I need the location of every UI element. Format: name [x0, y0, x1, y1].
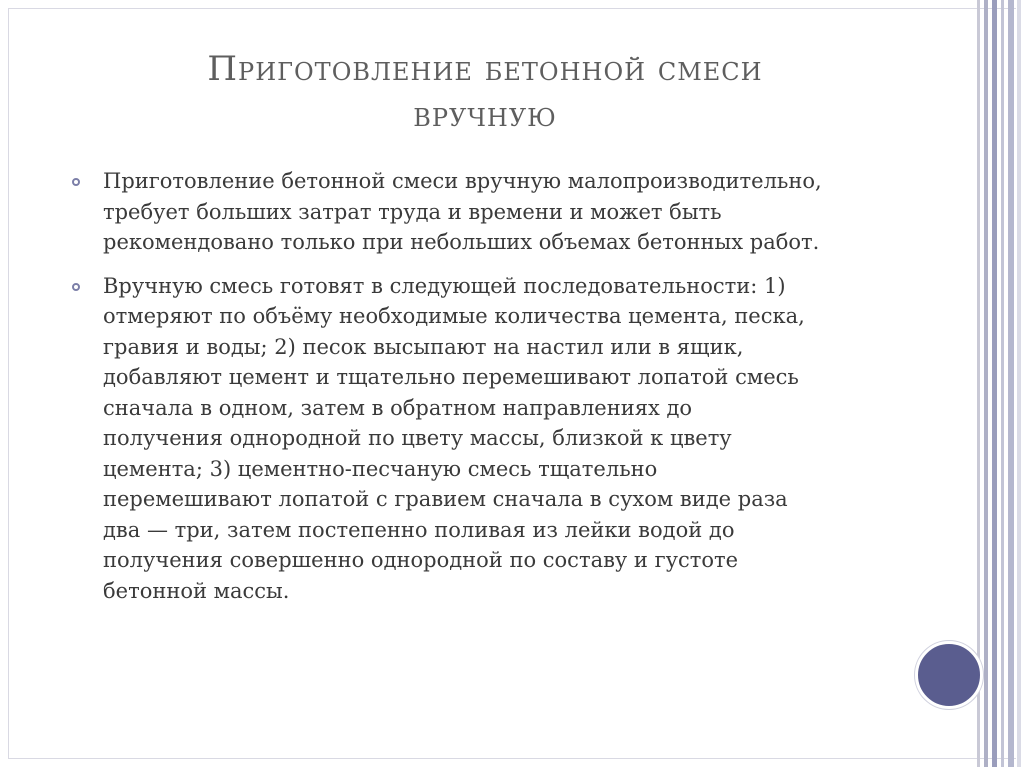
- text-line: рекомендовано только при небольших объемах бетонных работ.: [103, 230, 820, 254]
- decorative-bar: [1008, 0, 1014, 767]
- bullet-text: [103, 166, 902, 258]
- text-line: Вручную смесь готовят в следующей последовательности: 1): [103, 273, 786, 298]
- bullet-item: [72, 166, 902, 258]
- text-line: бетонной массы.: [103, 578, 290, 603]
- decorative-bar: [1017, 0, 1021, 767]
- text-line: добавляют цемент и тщательно перемешивают лопатой смесь: [103, 365, 799, 389]
- ring-bullet-icon: [72, 178, 80, 186]
- text-line: требует больших затрат труда и времени и может быть: [103, 199, 722, 224]
- text-line: цемента; 3) цементно-песчаную смесь тщательно: [103, 456, 658, 481]
- text-line: гравия и воды; 2) песок высыпают на настил или в ящик,: [103, 334, 744, 359]
- text-line: Приготовление бетонной смеси вручную малопроизводительно,: [103, 169, 822, 193]
- ring-bullet-icon: [72, 283, 80, 291]
- bullet-list: [72, 166, 902, 619]
- text-line: получения совершенно однородной по составу и густоте: [103, 548, 739, 572]
- bullet-item: [72, 271, 902, 607]
- slide-title-line: Приготовление бетонной смеси: [207, 49, 763, 89]
- text-line: два — три, затем постепенно поливая из лейки водой до: [103, 517, 735, 542]
- text-line: сначала в одном, затем в обратном направлениях до: [103, 395, 693, 420]
- decorative-bar: [984, 0, 988, 767]
- slide-title: [110, 46, 860, 138]
- text-line: получения однородной по цвету массы, близкой к цвету: [103, 426, 732, 450]
- text-line: перемешивают лопатой с гравием сначала в сухом виде раза: [103, 487, 788, 511]
- bullet-text: [103, 271, 902, 607]
- slide-title-line: вручную: [413, 95, 557, 135]
- text-line: отмеряют по объёму необходимые количества цемента, песка,: [103, 304, 805, 328]
- decorative-bar: [1001, 0, 1004, 767]
- decorative-bar: [992, 0, 997, 767]
- circle-decoration-icon: [915, 641, 983, 709]
- decorative-bar: [977, 0, 980, 767]
